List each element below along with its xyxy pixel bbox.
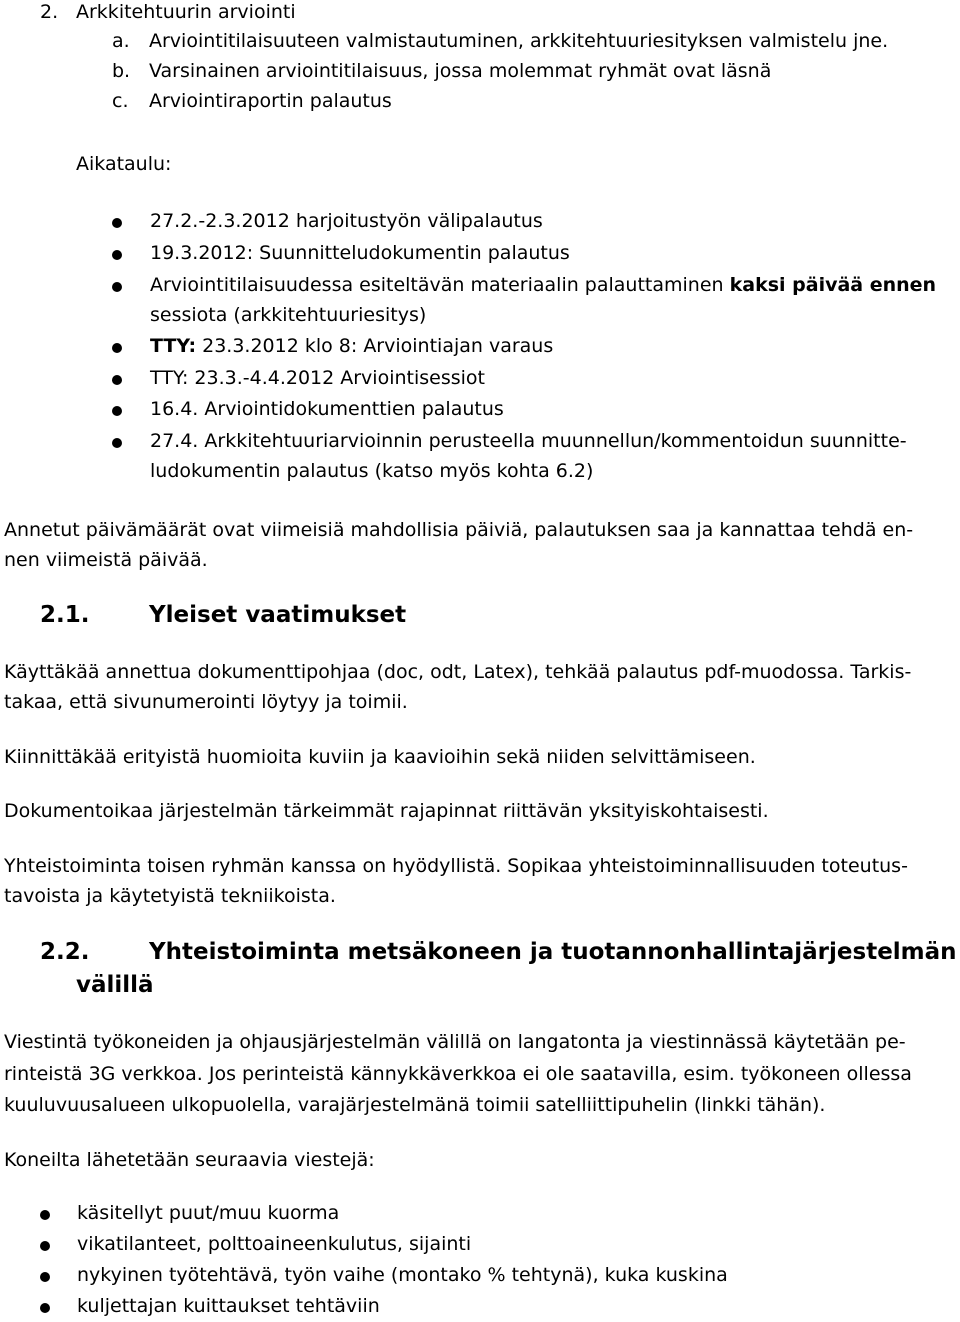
list-item: Arviointitilaisuudessa esiteltävän materiaalin palauttaminen kaksi päivää ennen bbox=[150, 274, 937, 296]
section-title: Yhteistoiminta metsäkoneen ja tuotannonhallintajärjestelmän bbox=[149, 939, 957, 965]
paragraph-line: tavoista ja käytetyistä tekniikoista. bbox=[4, 885, 336, 907]
paragraph-line: kuuluvuusalueen ulkopuolella, varajärjestelmänä toimii satelliittipuhelin (linkki tähän). bbox=[4, 1094, 826, 1116]
paragraph-line: Viestintä työkoneiden ja ohjausjärjestelmän välillä on langatonta ja viestinnässä käytetään pe- bbox=[4, 1031, 906, 1053]
list-item: Varsinainen arviointitilaisuus, jossa molemmat ryhmät ovat läsnä bbox=[149, 60, 772, 82]
bullet-icon bbox=[112, 343, 122, 353]
paragraph-line: Koneilta lähetetään seuraavia viestejä: bbox=[4, 1149, 375, 1171]
list-item: 27.2.-2.3.2012 harjoitustyön välipalautus bbox=[150, 210, 543, 232]
bullet-icon bbox=[112, 438, 122, 448]
section-title: välillä bbox=[76, 972, 154, 998]
bullet-icon bbox=[112, 218, 122, 228]
list-item: TTY: 23.3.-4.4.2012 Arviointisessiot bbox=[150, 367, 485, 389]
paragraph-line: Annetut päivämäärät ovat viimeisiä mahdollisia päiviä, palautuksen saa ja kannattaa tehdä en- bbox=[4, 519, 914, 541]
bullet-icon bbox=[112, 282, 122, 292]
list-letter: c. bbox=[112, 90, 129, 112]
schedule-label: Aikataulu: bbox=[76, 153, 172, 175]
bullet-icon bbox=[112, 406, 122, 416]
section-title: Yleiset vaatimukset bbox=[149, 602, 407, 628]
list-item: TTY: 23.3.2012 klo 8: Arviointiajan varaus bbox=[150, 335, 554, 357]
paragraph-line: Dokumentoikaa järjestelmän tärkeimmät rajapinnat riittävän yksityiskohtaisesti. bbox=[4, 800, 769, 822]
bullet-icon bbox=[40, 1210, 50, 1220]
bullet-icon bbox=[40, 1241, 50, 1251]
bullet-icon bbox=[40, 1272, 50, 1282]
list-item: ludokumentin palautus (katso myös kohta 6.2) bbox=[150, 460, 594, 482]
list-item: Arviointiraportin palautus bbox=[149, 90, 392, 112]
paragraph-line: Kiinnittäkää erityistä huomioita kuviin ja kaavioihin sekä niiden selvittämiseen. bbox=[4, 746, 756, 768]
section-number: 2.2. bbox=[40, 939, 90, 965]
list-item: Arviointitilaisuuteen valmistautuminen, arkkitehtuuriesityksen valmistelu jne. bbox=[149, 30, 889, 52]
list-item: nykyinen työtehtävä, työn vaihe (montako % tehtynä), kuka kuskina bbox=[77, 1264, 728, 1286]
section-title: Arkkitehtuurin arviointi bbox=[76, 1, 296, 23]
list-item: 27.4. Arkkitehtuuriarvioinnin perusteella muunnellun/kommentoidun suunnitte- bbox=[150, 430, 907, 452]
list-letter: a. bbox=[112, 30, 130, 52]
list-letter: b. bbox=[112, 60, 131, 82]
bullet-icon bbox=[40, 1303, 50, 1313]
list-item: kuljettajan kuittaukset tehtäviin bbox=[77, 1295, 380, 1317]
paragraph-line: Käyttäkää annettua dokumenttipohjaa (doc, odt, Latex), tehkää palautus pdf-muodossa. Tarkis- bbox=[4, 661, 912, 683]
paragraph-line: Yhteistoiminta toisen ryhmän kanssa on hyödyllistä. Sopikaa yhteistoiminnallisuuden toteutus- bbox=[4, 855, 908, 877]
list-item: 16.4. Arviointidokumenttien palautus bbox=[150, 398, 504, 420]
section-number: 2.1. bbox=[40, 602, 90, 628]
paragraph-line: rinteistä 3G verkkoa. Jos perinteistä kännykkäverkkoa ei ole saatavilla, esim. työkoneen ollessa bbox=[4, 1063, 912, 1085]
bullet-icon bbox=[112, 250, 122, 260]
list-item: sessiota (arkkitehtuuriesitys) bbox=[150, 304, 427, 326]
bullet-icon bbox=[112, 375, 122, 385]
paragraph-line: takaa, että sivunumerointi löytyy ja toimii. bbox=[4, 691, 408, 713]
list-item: vikatilanteet, polttoaineenkulutus, sijainti bbox=[77, 1233, 472, 1255]
paragraph-line: nen viimeistä päivää. bbox=[4, 549, 208, 571]
section-number: 2. bbox=[40, 1, 59, 23]
list-item: käsitellyt puut/muu kuorma bbox=[77, 1202, 340, 1224]
list-item: 19.3.2012: Suunnitteludokumentin palautus bbox=[150, 242, 570, 264]
